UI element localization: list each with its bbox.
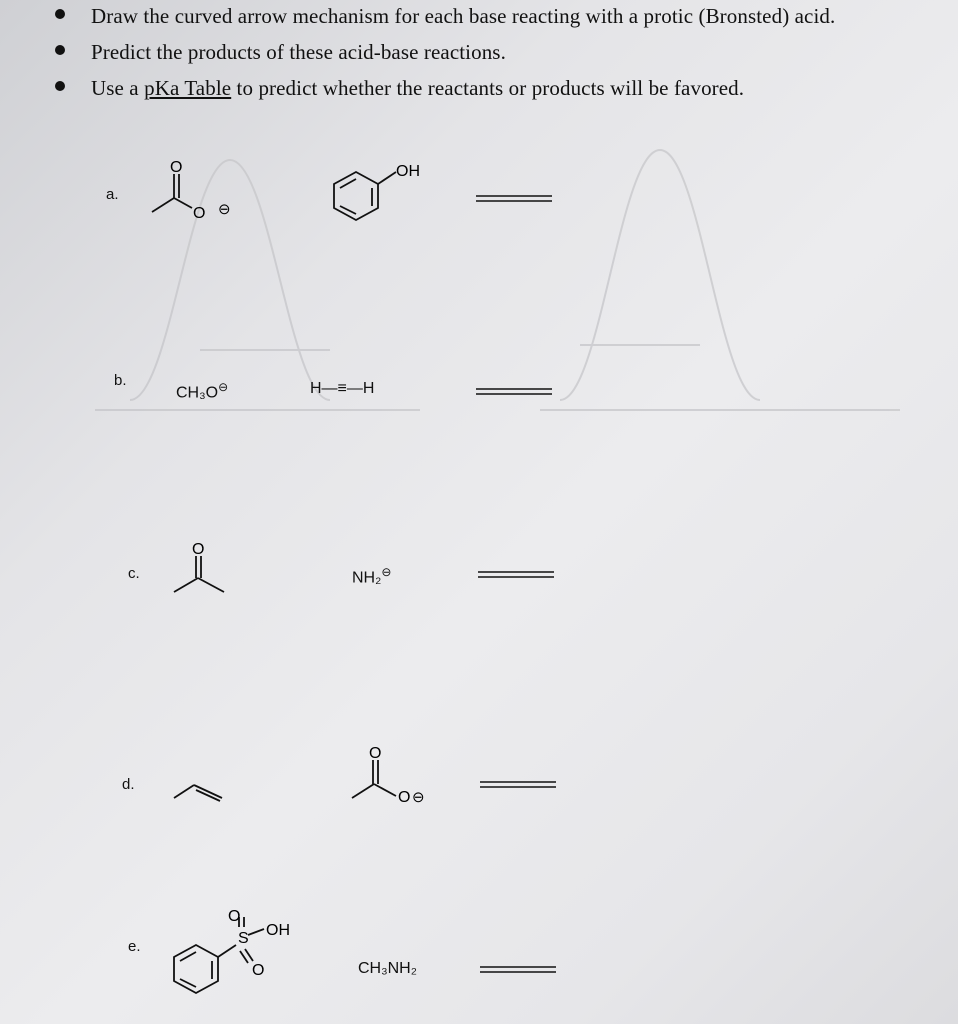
atom-o-anion: O: [398, 789, 411, 806]
equilibrium-arrow-c: [476, 568, 558, 582]
pka-table-link[interactable]: pKa Table: [144, 76, 232, 100]
atom-o-top: O: [228, 908, 241, 925]
atom-s: S: [238, 930, 249, 947]
negative-charge-icon: ⊖: [218, 201, 231, 218]
bullet-icon: [55, 45, 65, 55]
reaction-c-acid-acetone: [160, 536, 240, 606]
instruction-3: [55, 76, 744, 101]
reaction-d-acid-propene: [170, 770, 240, 810]
reaction-e-acid-benzenesulfonic-acid: [160, 905, 310, 1015]
negative-charge-icon: ⊖: [412, 789, 425, 806]
reaction-a-acid-phenol: [320, 150, 440, 240]
reaction-e-label: e.: [128, 938, 141, 955]
reaction-a-label: a.: [106, 186, 119, 203]
bullet-icon: [55, 9, 65, 19]
amide-formula: NH₂: [352, 569, 382, 587]
instruction-text: Predict the products of these acid-base reactions.: [91, 40, 506, 64]
atom-oh: OH: [396, 163, 420, 180]
equilibrium-arrow-e: [478, 963, 560, 977]
instruction-1: [55, 4, 835, 29]
instruction-2: [55, 40, 506, 65]
reaction-e-base-methylamine: CH₃NH₂: [358, 960, 417, 977]
reaction-b-acid-acetylene: H—≡—H: [310, 380, 375, 397]
reaction-d-base-acetate: [340, 740, 450, 810]
bullet-icon: [55, 81, 65, 91]
methoxide-formula: CH₃O: [176, 384, 219, 402]
equilibrium-arrow-b: [474, 385, 556, 399]
negative-charge-icon: ⊖: [381, 565, 392, 579]
reaction-b-label: b.: [114, 372, 127, 389]
reaction-d-label: d.: [122, 776, 135, 793]
reaction-c-base-amide: [352, 565, 391, 587]
instruction-text: Draw the curved arrow mechanism for each base reacting with a protic (Bronsted) acid.: [91, 4, 836, 28]
atom-oh: OH: [266, 922, 290, 939]
reaction-c-label: c.: [128, 565, 140, 582]
reaction-a-base-acetate: [140, 150, 250, 230]
equilibrium-arrow-d: [478, 778, 560, 792]
negative-charge-icon: ⊖: [218, 380, 229, 394]
atom-o-anion: O: [193, 205, 206, 222]
reaction-b-base-methoxide: [176, 380, 228, 402]
instruction-text: Use a pKa Table to predict whether the reactants or products will be favored.: [91, 76, 745, 100]
atom-o-carbonyl: O: [369, 745, 382, 762]
atom-o-bottom: O: [252, 962, 265, 979]
atom-o-carbonyl: O: [170, 159, 183, 176]
atom-o-carbonyl: O: [192, 541, 205, 558]
equilibrium-arrow-a: [474, 192, 556, 206]
